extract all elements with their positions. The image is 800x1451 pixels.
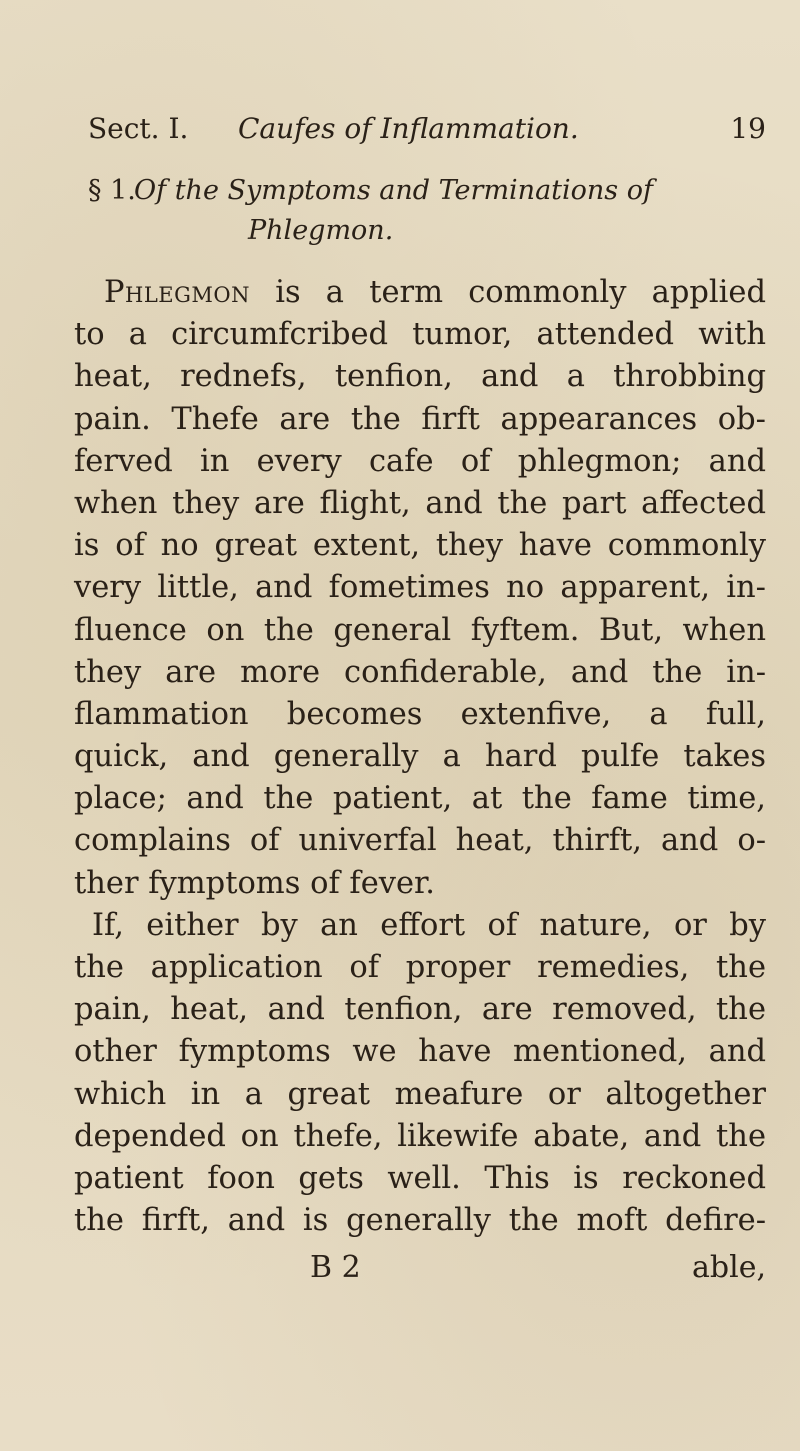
text-line: other fymptoms we have mentioned, and — [74, 1034, 766, 1070]
body-text — [74, 272, 766, 1242]
text-line: the firft, and is generally the moft defire- — [74, 1203, 766, 1239]
text-line: to a circumfcribed tumor, attended with — [74, 317, 766, 353]
text-line: If, either by an effort of nature, or by — [92, 907, 766, 943]
text-line: ferved in every cafe of phlegmon; and — [74, 443, 766, 479]
text-line: is of no great extent, they have commonly — [74, 528, 766, 564]
section-number: § 1. — [88, 175, 136, 206]
text-line: they are more confiderable, and the in- — [74, 654, 766, 690]
text-line: quick, and generally a hard pulfe takes — [74, 739, 766, 775]
text-line: ther fymptoms of fever. — [74, 865, 435, 901]
running-head — [88, 112, 766, 152]
text-line: complains of univerfal heat, thirft, and o- — [74, 823, 766, 859]
running-title: Caufes of Inflammation. — [238, 112, 579, 145]
text-line: heat, rednefs, tenfion, and a throbbing — [74, 359, 766, 395]
text-line: pain. Thefe are the firft appearances ob- — [74, 401, 766, 437]
text-line: very little, and fometimes no apparent, in- — [74, 570, 766, 606]
text-line: which in a great meafure or altogether — [74, 1076, 766, 1112]
text-line: fluence on the general fyftem. But, when — [74, 612, 766, 648]
text-line: when they are flight, and the part affected — [74, 485, 766, 521]
text-line: place; and the patient, at the fame time, — [74, 781, 766, 817]
section-title-line-2: Phlegmon. — [248, 215, 394, 246]
text-line: flammation becomes extenfive, a full, — [74, 696, 766, 732]
section-label: Sect. I. — [88, 112, 189, 145]
signature-mark: B 2 — [310, 1250, 361, 1285]
text-line: patient foon gets well. This is reckoned — [74, 1160, 766, 1196]
catchword: able, — [692, 1250, 766, 1285]
text-line: Phlegmon is a term commonly applied — [104, 275, 766, 310]
catchline — [74, 1250, 766, 1292]
text-line: depended on thefe, likewife abate, and the — [74, 1118, 766, 1154]
text-line: the application of proper remedies, the — [74, 950, 766, 985]
text-line: pain, heat, and tenfion, are removed, the — [74, 992, 766, 1028]
page-number: 19 — [730, 112, 766, 145]
section-title-line-1: Of the Symptoms and Terminations of — [134, 175, 653, 206]
drop-word: Phlegmon — [104, 275, 250, 310]
